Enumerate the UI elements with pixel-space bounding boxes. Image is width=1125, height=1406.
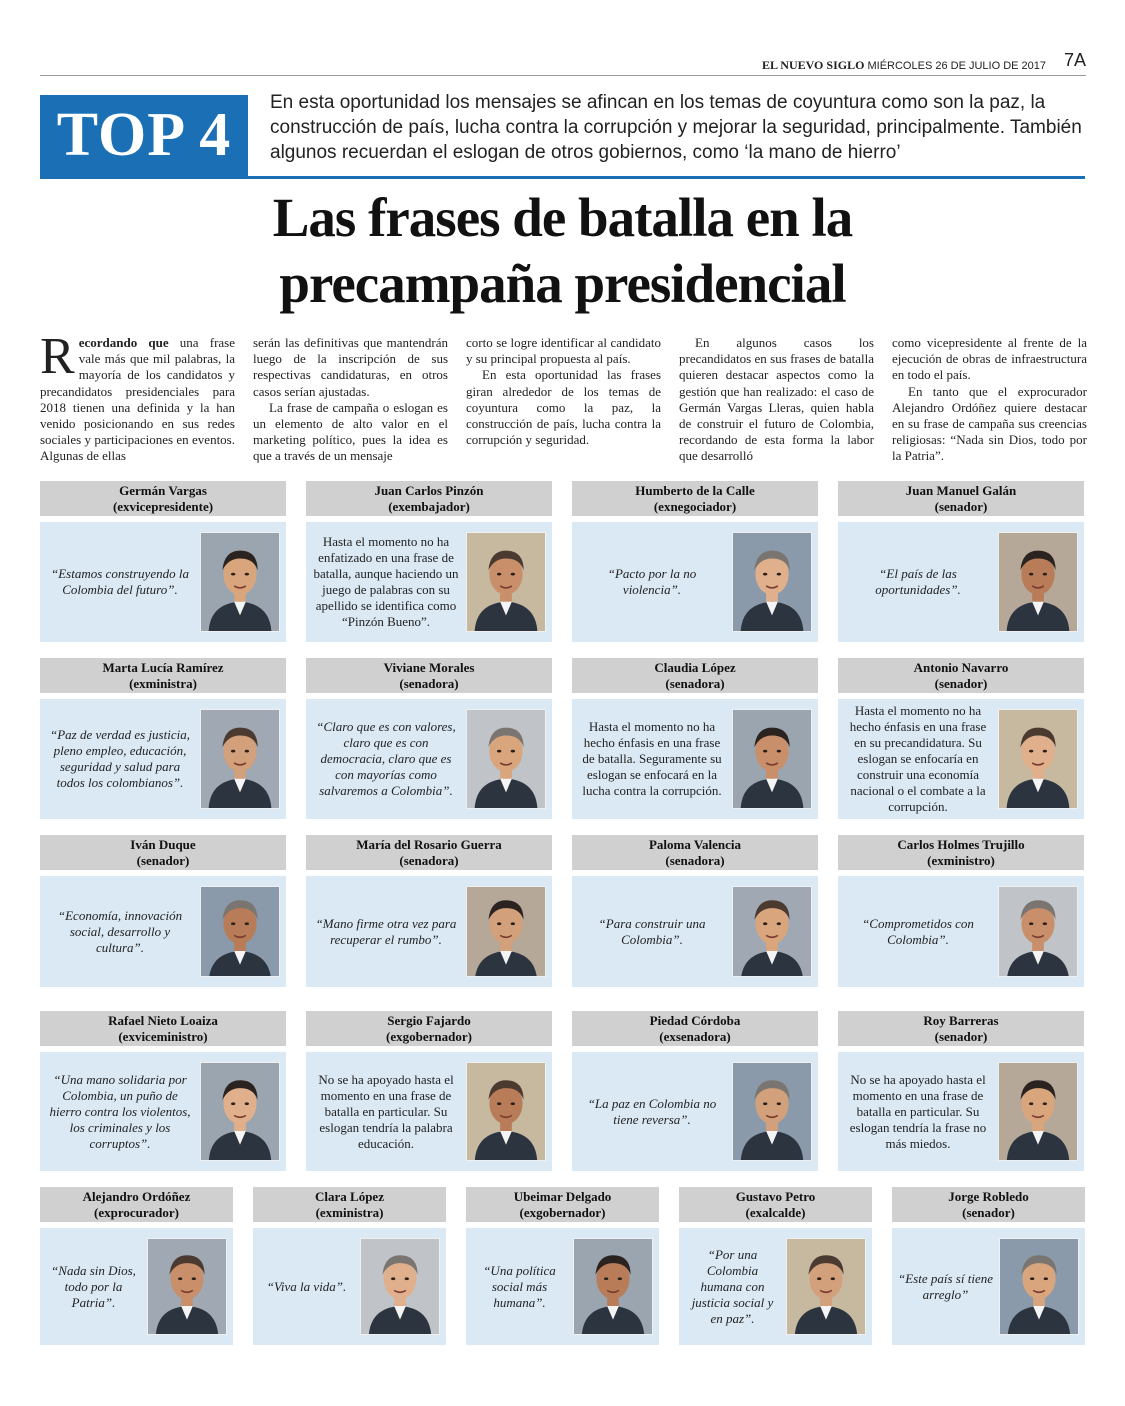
candidate-name: Carlos Holmes Trujillo: [897, 837, 1025, 852]
candidate-header: [40, 658, 286, 693]
candidate-header: [572, 1011, 818, 1046]
candidate-quote: “El país de las oportunidades”.: [875, 566, 961, 597]
candidate-role: (senador): [934, 1029, 988, 1044]
candidate-header: [306, 835, 552, 870]
candidate-role: (exgobernador): [386, 1029, 472, 1044]
candidate-card: [40, 481, 286, 642]
candidate-header: [40, 1187, 233, 1222]
candidate-name: Juan Manuel Galán: [905, 483, 1017, 498]
candidate-name: Jorge Robledo: [948, 1189, 1029, 1204]
candidate-header: [838, 481, 1084, 516]
candidate-quote: Hasta el momento no ha hecho énfasis en una frase de batalla. Seguramente su eslogan se enfocará en la lucha contra la corrupción.: [582, 719, 722, 798]
candidate-quote: “La paz en Colombia no tiene reversa”.: [587, 1095, 717, 1127]
photo-jorge-robledo: [999, 1238, 1079, 1335]
candidate-name: Germán Vargas: [119, 483, 207, 498]
photo-maria-del-rosario-guerra: [466, 886, 546, 977]
candidate-quote: No se ha apoyado hasta el momento en una frase de batalla en particular. Su eslogan tendría la palabra educación.: [318, 1071, 454, 1151]
candidate-header: [306, 1011, 552, 1046]
column-4-paragraph-1: En algunos casos los precandidatos en sus frases de batalla quieren destacar aspectos como la gestión que han realizado: el caso de Germán Vargas Lleras, quien habla de construir el futuro de Colombia, recordando de esta forma la labor que desarrolló: [679, 335, 874, 464]
candidate-role: (exministra): [315, 1205, 384, 1220]
column-2-paragraph-1: serán las definitivas que mantendrán luego de la inscripción de sus respectivas candidaturas, en otros casos serían ajustadas.: [253, 335, 448, 399]
article-column-1: [40, 328, 236, 465]
candidate-card: [892, 1187, 1085, 1345]
headline-line-2: precampaña presidencial: [279, 253, 846, 314]
candidate-quote: “Una política social más humana”.: [483, 1262, 556, 1310]
candidate-role: (senador): [136, 853, 190, 868]
candidate-name: Claudia López: [654, 660, 736, 675]
masthead: [40, 50, 1086, 76]
candidate-header: [306, 481, 552, 516]
candidate-header: [40, 481, 286, 516]
photo-piedad-cordoba: [732, 1062, 812, 1161]
candidate-card: [253, 1187, 446, 1345]
candidate-quote: “Comprometidos con Colombia”.: [862, 915, 974, 947]
photo-rafael-nieto-loaiza: [200, 1062, 280, 1161]
column-5-paragraph-2: En tanto que el exprocurador Alejandro Ordóñez quiere destacar en su frase de campaña sus creencias religiosas: “Nada sin Dios, todo por la Patria”.: [892, 383, 1087, 464]
candidate-name: Piedad Córdoba: [649, 1013, 741, 1028]
candidate-quote-box: [572, 699, 818, 819]
candidate-quote-box: [306, 522, 552, 642]
candidate-role: (exgobernador): [519, 1205, 606, 1220]
candidate-quote-box: [306, 1052, 552, 1171]
candidate-quote-box: [306, 699, 552, 819]
candidate-quote-box: [679, 1228, 872, 1345]
candidate-quote: No se ha apoyado hasta el momento en una frase de batalla en particular. Su eslogan tendría la frase no más miedos.: [849, 1071, 987, 1151]
candidate-card: [838, 835, 1084, 987]
photo-german-vargas: [200, 532, 280, 632]
photo-antonio-navarro: [998, 709, 1078, 809]
top-label-box: TOP 4: [40, 95, 248, 177]
candidate-role: (senadora): [399, 853, 459, 868]
candidate-role: (exprocurador): [94, 1205, 179, 1220]
candidate-quote: “Economía, innovación social, desarrollo y cultura”.: [57, 907, 183, 955]
candidate-quote: “Una mano solidaria por Colombia, un puño de hierro contra los violentos, los criminales y los corruptos”.: [49, 1071, 191, 1151]
candidate-role: (senador): [934, 499, 988, 514]
candidate-role: (exalcalde): [745, 1205, 806, 1220]
candidate-header: [253, 1187, 446, 1222]
candidate-quote: “Estamos construyendo la Colombia del futuro”.: [51, 566, 189, 597]
candidate-name: Paloma Valencia: [648, 837, 742, 852]
candidate-name: Clara López: [315, 1189, 384, 1204]
drop-cap: R: [40, 328, 75, 385]
candidate-name: Sergio Fajardo: [387, 1013, 471, 1028]
photo-alejandro-ordonez: [147, 1238, 227, 1335]
candidate-role: (senadora): [399, 676, 459, 691]
candidate-name: Roy Barreras: [923, 1013, 999, 1028]
candidate-quote-box: [40, 876, 286, 987]
candidate-role: (exnegociador): [653, 499, 737, 514]
candidate-name: Gustavo Petro: [735, 1189, 816, 1204]
candidate-quote-box: [572, 522, 818, 642]
intro-text: En esta oportunidad los mensajes se afincan en los temas de coyuntura como son la paz, la construcción de país, lucha contra la corrupción y mejorar la seguridad, principalmente. También algunos recuerdan el eslogan de otros gobiernos, como ‘la mano de hierro’: [270, 92, 1082, 163]
photo-sergio-fajardo: [466, 1062, 546, 1161]
issue-date: MIÉRCOLES 26 DE JULIO DE 2017: [867, 60, 1046, 72]
photo-ivan-duque: [200, 886, 280, 977]
photo-clara-lopez: [360, 1238, 440, 1335]
page-number: 7A: [1063, 50, 1086, 70]
column-1-text: una frase vale más que mil palabras, la mayoría de los candidatos y precandidatos presidenciales para 2018 tienen una definida y la han venido posicionando en sus redes sociales y participaciones en eventos. Algunas de ellas: [40, 335, 236, 464]
lead-bold: ecordando que: [78, 335, 169, 350]
candidate-quote-box: [572, 1052, 818, 1171]
candidate-quote-box: [838, 522, 1084, 642]
candidate-header: [40, 1011, 286, 1046]
candidate-quote-box: [40, 699, 286, 819]
candidate-quote-box: [838, 699, 1084, 819]
candidate-role: (exministra): [129, 676, 197, 691]
candidate-quote: “Claro que es con valores, claro que es con democracia, claro que es con mayorías como salvaremos a Colombia”.: [316, 719, 456, 798]
photo-gustavo-petro: [786, 1238, 866, 1335]
candidate-card: [466, 1187, 659, 1345]
column-3-paragraph-2: En esta oportunidad las frases giran alrededor de los temas de coyuntura como la paz, la construcción de país, lucha contra la corrupción y seguridad.: [466, 367, 661, 448]
candidate-header: [572, 658, 818, 693]
candidate-card: [306, 1011, 552, 1171]
photo-ubeimar-delgado: [573, 1238, 653, 1335]
candidate-card: [306, 835, 552, 987]
candidate-quote-box: [306, 876, 552, 987]
column-2-paragraph-2: La frase de campaña o eslogan es un elemento de alto valor en el marketing político, pues la idea es que a través de un mensaje: [253, 399, 448, 464]
candidate-card: [40, 835, 286, 987]
candidate-name: Juan Carlos Pinzón: [374, 483, 484, 498]
candidate-quote: “Pacto por la no violencia”.: [607, 566, 697, 597]
candidate-name: Viviane Morales: [383, 660, 475, 675]
candidate-card: [572, 1011, 818, 1171]
candidate-quote: “Paz de verdad es justicia, pleno empleo, educación, seguridad y salud para todos los colombianos”.: [50, 727, 190, 790]
candidate-name: Alejandro Ordóñez: [82, 1189, 191, 1204]
candidate-quote-box: [40, 1052, 286, 1171]
candidate-card: [40, 1011, 286, 1171]
candidate-card: [40, 1187, 233, 1345]
candidate-quote-box: [40, 1228, 233, 1345]
candidate-role: (exviceministro): [118, 1029, 208, 1044]
masthead-rule: [40, 75, 1086, 76]
publication-info: [762, 58, 1046, 73]
candidate-quote-box: [572, 876, 818, 987]
candidate-name: Iván Duque: [130, 837, 196, 852]
candidate-role: (senadora): [665, 676, 725, 691]
photo-humberto-de-la-calle: [732, 532, 812, 632]
candidate-card: [838, 481, 1084, 642]
candidate-quote-box: [892, 1228, 1085, 1345]
candidate-header: [306, 658, 552, 693]
candidate-card: [572, 658, 818, 819]
candidate-quote-box: [838, 1052, 1084, 1171]
candidate-name: María del Rosario Guerra: [356, 837, 502, 852]
section-rule: [40, 176, 1085, 179]
candidate-quote-box: [253, 1228, 446, 1345]
article-column-3: [466, 335, 661, 448]
candidate-header: [838, 1011, 1084, 1046]
candidate-header: [466, 1187, 659, 1222]
candidate-card: [306, 658, 552, 819]
photo-roy-barreras: [998, 1062, 1078, 1161]
photo-claudia-lopez: [732, 709, 812, 809]
candidate-card: [572, 835, 818, 987]
photo-paloma-valencia: [732, 886, 812, 977]
column-3-paragraph-1: corto se logre identificar al candidato y su principal propuesta al país.: [466, 335, 661, 367]
candidate-header: [892, 1187, 1085, 1222]
photo-juan-manuel-galan: [998, 532, 1078, 632]
candidate-header: [838, 658, 1084, 693]
candidate-role: (senador): [934, 676, 988, 691]
article-column-5: [892, 335, 1087, 465]
paper-name: EL NUEVO SIGLO: [761, 58, 865, 72]
candidate-header: [679, 1187, 872, 1222]
candidate-role: (exvicepresidente): [112, 499, 214, 514]
candidate-card: [40, 658, 286, 819]
photo-viviane-morales: [466, 709, 546, 809]
candidate-role: (senador): [962, 1205, 1015, 1220]
candidate-header: [40, 835, 286, 870]
candidate-card: [838, 658, 1084, 819]
candidate-card: [679, 1187, 872, 1345]
candidate-quote: Hasta el momento no ha enfatizado en una frase de batalla, aunque haciendo un juego de palabras con su apellido se identifica como “Pinzón Bueno”.: [313, 534, 459, 629]
candidate-quote-box: [838, 876, 1084, 987]
candidate-quote: “Por una Colombia humana con justicia social y en paz”.: [691, 1246, 774, 1326]
candidate-role: (exembajador): [388, 499, 470, 514]
candidate-quote-box: [40, 522, 286, 642]
candidate-name: Marta Lucía Ramírez: [102, 660, 224, 675]
candidate-role: (senadora): [665, 853, 725, 868]
candidate-role: (exsenadora): [659, 1029, 731, 1044]
photo-carlos-holmes-trujillo: [998, 886, 1078, 977]
candidate-card: [572, 481, 818, 642]
candidate-role: (exministro): [927, 853, 995, 868]
candidate-name: Ubeimar Delgado: [513, 1189, 612, 1204]
candidate-quote: “Para construir una Colombia”.: [598, 915, 706, 947]
candidate-quote: “Nada sin Dios, todo por la Patria”.: [51, 1262, 136, 1310]
candidate-header: [572, 481, 818, 516]
candidate-header: [838, 835, 1084, 870]
candidate-name: Rafael Nieto Loaiza: [108, 1013, 218, 1028]
article-column-2: [253, 335, 448, 465]
article-column-4: [679, 335, 874, 465]
candidate-quote: Hasta el momento no ha hecho énfasis en una frase en su precandidatura. Su eslogan se enfocaría en construir una economía nacional o el combate a la corrupción.: [849, 703, 987, 814]
column-5-paragraph-1: como vicepresidente al frente de la ejecución de obras de infraestructura en todo el país.: [892, 335, 1087, 383]
candidate-name: Antonio Navarro: [913, 660, 1009, 675]
photo-juan-carlos-pinzon: [466, 532, 546, 632]
candidate-quote: “Viva la vida”.: [266, 1278, 347, 1294]
headline-line-1: Las frases de batalla en la: [272, 187, 853, 248]
photo-marta-lucia-ramirez: [200, 709, 280, 809]
candidate-card: [838, 1011, 1084, 1171]
headline: [230, 185, 895, 317]
candidate-quote: “Mano firme otra vez para recuperar el rumbo”.: [315, 915, 457, 947]
candidate-quote: “Este país sí tiene arreglo”: [898, 1270, 993, 1302]
candidate-quote-box: [466, 1228, 659, 1345]
candidate-card: [306, 481, 552, 642]
candidate-name: Humberto de la Calle: [635, 483, 755, 498]
candidate-header: [572, 835, 818, 870]
